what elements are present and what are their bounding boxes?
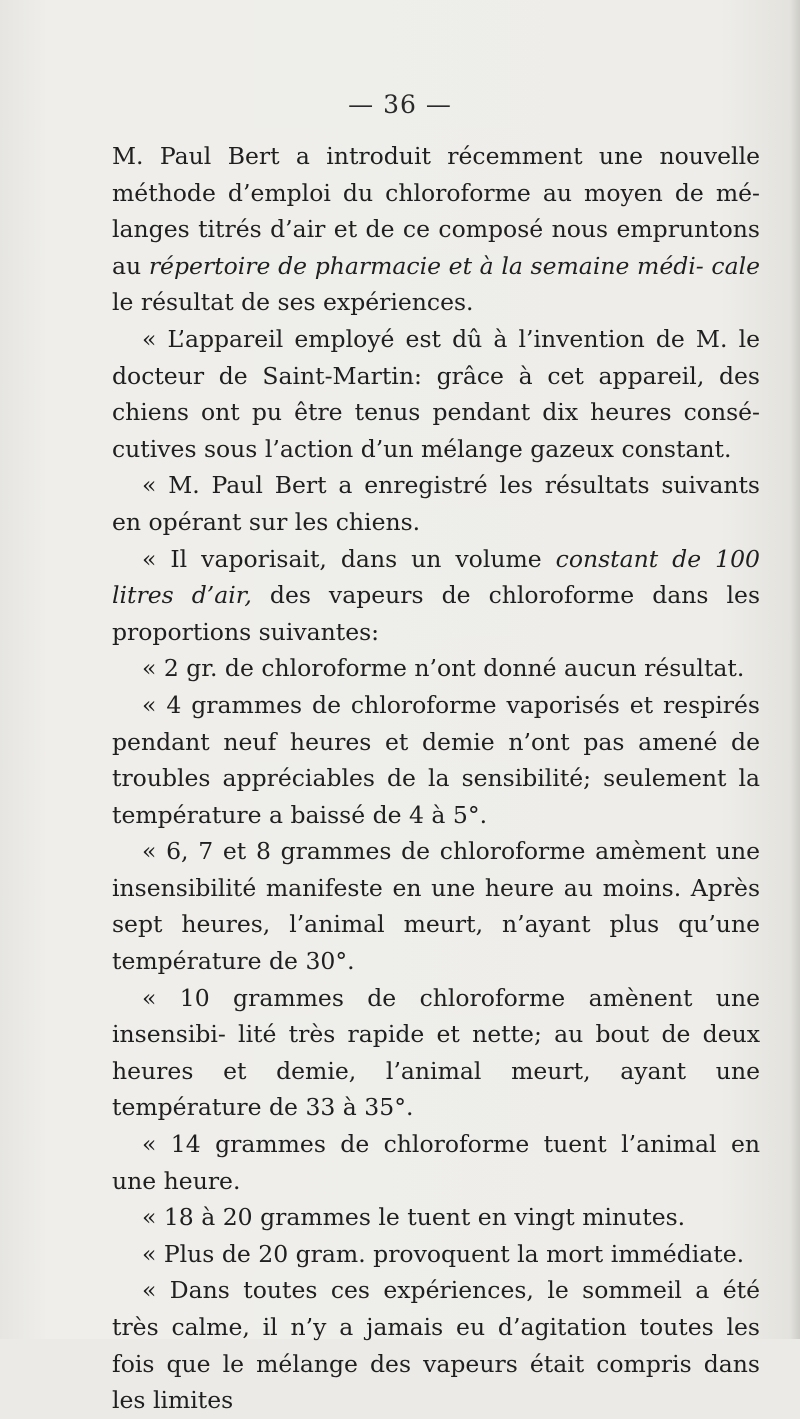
paragraph-9: « 14 grammes de chloroforme tuent l’animal en une heure.	[112, 1130, 760, 1195]
paragraph-5: « 2 gr. de chloroforme n’ont donné aucun résultat.	[142, 654, 745, 683]
paragraph-6: « 4 grammes de chloroforme vaporisés et respirés pendant neuf heures et demie n’ont pas amené de troubles appréciables de la sensibilité; seulement la température a baissé de 4 à 5°.	[112, 690, 760, 829]
paragraph-10: « 18 à 20 grammes le tuent en vingt minutes.	[142, 1203, 686, 1232]
paragraph-12: « Dans toutes ces expériences, le sommeil a été très calme, il n’y a jamais eu d’agitation toutes les fois que le mélange des vapeurs était compris dans les limites	[112, 1276, 760, 1415]
paragraph-11: « Plus de 20 gram. provoquent la mort immédiate.	[142, 1239, 745, 1268]
page-number: — 36 —	[348, 90, 452, 119]
paragraph-1-italic: répertoire de pharmacie et à la semaine médi- cale	[148, 251, 761, 280]
paragraph-1	[112, 138, 760, 321]
page-edge-shadow	[790, 0, 800, 1339]
paragraph-4-text: « Il vaporisait, dans un volume	[142, 544, 556, 573]
paragraph-8: « 10 grammes de chloroforme amènent une insensibi- lité très rapide et nette; au bout de deux heures et demie, l’animal meurt, ayant une température de 33 à 35°.	[112, 983, 760, 1122]
paragraph-1-text: M. Paul Bert a introduit récemment une nouvelle méthode d’emploi du chloroforme au moyen de mé- langes titrés d’air et de ce composé nous empruntons au	[112, 142, 760, 280]
paragraph-7: « 6, 7 et 8 grammes de chloroforme amèment une insensibilité manifeste en une heure au moins. Après sept heures, l’animal meurt, n’ayant plus qu’une température de 30°.	[112, 837, 760, 976]
paragraph-2: « L’appareil employé est dû à l’invention de M. le docteur de Saint-Martin: grâce à cet appareil, des chiens ont pu être tenus pendant dix heures consé- cutives sous l’action d’un mélange gazeux constant.	[112, 324, 760, 463]
paragraph-3: « M. Paul Bert a enregistré les résultats suivants en opérant sur les chiens.	[112, 471, 760, 536]
paragraph-4-italic: constant de 100 litres d’air,	[112, 544, 760, 610]
body-text	[112, 138, 760, 1419]
paragraph-4-text-end: des vapeurs de chloroforme dans les proportions suivantes:	[112, 581, 761, 646]
paragraph-1-text-end: le résultat de ses expériences.	[112, 288, 474, 317]
paragraph-4	[112, 541, 760, 651]
